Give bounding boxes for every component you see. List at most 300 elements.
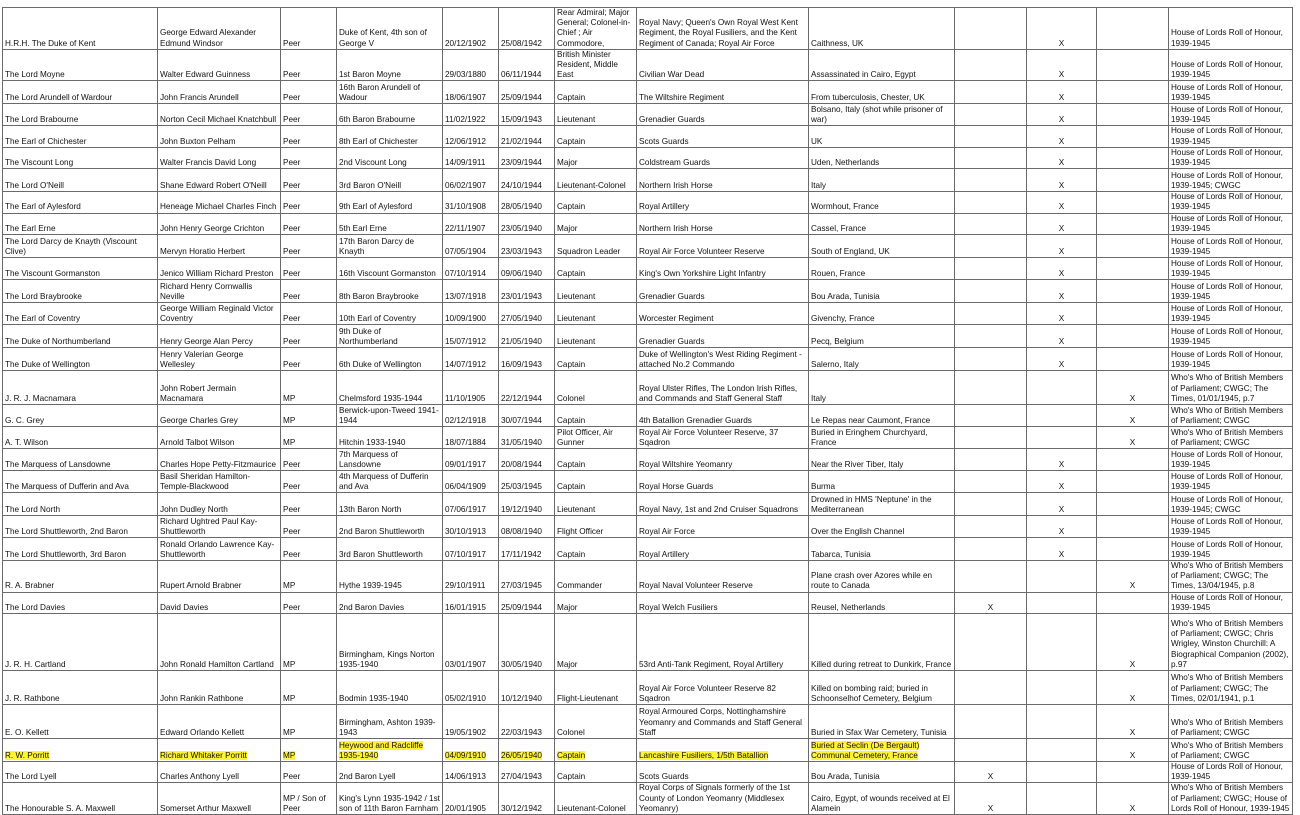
constituency-cell [337, 538, 443, 561]
mark-cell-a [955, 49, 1027, 81]
status-cell-text: Peer [283, 246, 301, 256]
mark-cell-c [1097, 49, 1169, 81]
mark-cell-b [1027, 303, 1097, 325]
mark-cell-b [1027, 427, 1097, 449]
mark-cell-c [1097, 348, 1169, 371]
name-cell [3, 303, 158, 325]
mark-cell-b [1027, 169, 1097, 192]
unit-cell-text: Worcester Regiment [639, 313, 714, 323]
rank-cell [555, 614, 637, 671]
full-name-cell-text: John Henry George Crichton [160, 223, 265, 233]
unit-cell-text: Royal Air Force Volunteer Reserve [639, 246, 765, 256]
name-cell-text: The Viscount Gormanston [5, 268, 100, 278]
mark-cell-c [1097, 783, 1169, 815]
rank-cell-text: Major [557, 602, 578, 612]
full-name-cell [158, 303, 281, 325]
born-date-cell-text: 14/06/1913 [445, 772, 486, 782]
died-date-cell [499, 405, 555, 427]
unit-cell-text: Duke of Wellington's West Riding Regiment - attached No.2 Commando [639, 349, 802, 369]
unit-cell-text: Grenadier Guards [639, 115, 705, 125]
place-of-death-cell-text: Rouen, France [811, 268, 866, 278]
status-cell-text: MP [283, 437, 296, 447]
table-body [3, 8, 1293, 815]
born-date-cell [443, 561, 499, 593]
source-cell [1169, 280, 1293, 303]
source-cell [1169, 516, 1293, 538]
status-cell-text: MP [283, 415, 296, 425]
full-name-cell [158, 783, 281, 815]
born-date-cell [443, 49, 499, 81]
source-cell-text: Who's Who of British Members of Parliament; CWGC; Chris Wrigley, Winston Churchill: A Biographical Companion (2002), p.97 [1171, 619, 1289, 669]
place-of-death-cell-text: Uden, Netherlands [811, 158, 880, 168]
died-date-cell-text: 21/05/1940 [501, 336, 542, 346]
mark-cell-a [955, 538, 1027, 561]
unit-cell [637, 516, 809, 538]
born-date-cell-text: 14/09/1911 [445, 158, 486, 168]
died-date-cell [499, 147, 555, 168]
name-cell [3, 235, 158, 258]
born-date-cell [443, 126, 499, 147]
place-of-death-cell [809, 516, 955, 538]
place-of-death-cell-text: Assassinated in Cairo, Egypt [811, 70, 916, 80]
constituency-cell [337, 104, 443, 126]
unit-cell-text: Royal Wiltshire Yeomanry [639, 459, 733, 469]
name-cell [3, 104, 158, 126]
unit-cell-text: Royal Artillery [639, 549, 690, 559]
unit-cell-text: Grenadier Guards [639, 336, 705, 346]
full-name-cell [158, 258, 281, 280]
full-name-cell-text: Walter Francis David Long [160, 158, 257, 168]
died-date-cell [499, 348, 555, 371]
source-cell-text: House of Lords Roll of Honour, 1939-1945; CWGC [1171, 170, 1283, 191]
mark-cell-c [1097, 493, 1169, 516]
constituency-cell [337, 81, 443, 104]
unit-cell [637, 8, 809, 50]
name-cell-text: The Lord Lyell [5, 772, 57, 782]
mark-cell-b [1027, 762, 1097, 783]
table-row [3, 8, 1293, 50]
born-date-cell-text: 20/12/1902 [445, 38, 486, 48]
rank-cell [555, 671, 637, 705]
constituency-cell-text: 9th Earl of Aylesford [339, 202, 413, 212]
source-cell-text: House of Lords Roll of Honour, 1939-1945 [1171, 326, 1283, 346]
born-date-cell-text: 19/05/1902 [445, 727, 486, 737]
constituency-cell-text: 8th Earl of Chichester [339, 136, 418, 146]
status-cell [281, 449, 337, 471]
status-cell-text: MP [283, 393, 296, 403]
died-date-cell-text: 25/08/1942 [501, 38, 542, 48]
table-row [3, 192, 1293, 213]
unit-cell-text: Royal Naval Volunteer Reserve [639, 581, 753, 591]
died-date-cell-text: 23/01/1943 [501, 291, 542, 301]
constituency-cell [337, 516, 443, 538]
source-cell [1169, 614, 1293, 671]
born-date-cell-text: 31/10/1908 [445, 202, 486, 212]
status-cell-text: Peer [283, 115, 301, 125]
died-date-cell [499, 783, 555, 815]
unit-cell-text: The Wiltshire Regiment [639, 93, 725, 103]
status-cell [281, 739, 337, 762]
born-date-cell-text: 07/05/1904 [445, 246, 486, 256]
unit-cell-text: Royal Artillery [639, 202, 690, 212]
rank-cell [555, 348, 637, 371]
full-name-cell [158, 762, 281, 783]
name-cell-text: The Lord Shuttleworth, 3rd Baron [5, 549, 127, 559]
died-date-cell-text: 23/05/1940 [501, 223, 542, 233]
place-of-death-cell-text: Drowned in HMS 'Neptune' in the Mediterranean [811, 494, 932, 514]
source-cell [1169, 8, 1293, 50]
name-cell [3, 705, 158, 739]
mark-cell-c [1097, 8, 1169, 50]
rank-cell [555, 471, 637, 493]
mark-cell-b-text: X [1058, 181, 1065, 191]
status-cell [281, 538, 337, 561]
place-of-death-cell-text: Wormhout, France [811, 202, 879, 212]
unit-cell-text: Northern Irish Horse [639, 181, 713, 191]
name-cell-text: The Lord O'Neill [5, 181, 64, 191]
died-date-cell-text: 30/05/1940 [501, 659, 542, 669]
status-cell [281, 405, 337, 427]
source-cell [1169, 104, 1293, 126]
status-cell-text: Peer [283, 223, 301, 233]
rank-cell [555, 147, 637, 168]
full-name-cell [158, 739, 281, 762]
mark-cell-b [1027, 592, 1097, 613]
status-cell [281, 371, 337, 405]
unit-cell [637, 538, 809, 561]
status-cell [281, 592, 337, 613]
unit-cell [637, 561, 809, 593]
constituency-cell-text: Birmingham, Ashton 1939-1943 [339, 717, 436, 737]
source-cell [1169, 705, 1293, 739]
unit-cell [637, 671, 809, 705]
full-name-cell [158, 235, 281, 258]
rank-cell-text: Lieutenant-Colonel [557, 181, 626, 191]
status-cell-text: Peer [283, 181, 301, 191]
full-name-cell [158, 192, 281, 213]
place-of-death-cell [809, 49, 955, 81]
name-cell [3, 49, 158, 81]
place-of-death-cell-text: Buried at Seclin (De Bergault) Communal Cemetery, France [811, 740, 920, 760]
constituency-cell-text: 3rd Baron O'Neill [339, 181, 402, 191]
rank-cell-text: Captain [557, 359, 586, 369]
mark-cell-c [1097, 258, 1169, 280]
rank-cell-text: Colonel [557, 393, 585, 403]
died-date-cell-text: 25/09/1944 [501, 602, 542, 612]
source-cell-text: Who's Who of British Members of Parliament; CWGC; The Times, 13/04/1945, p.8 [1171, 561, 1284, 591]
mark-cell-b [1027, 348, 1097, 371]
table-row [3, 762, 1293, 783]
name-cell-text: The Duke of Wellington [5, 359, 90, 369]
constituency-cell [337, 405, 443, 427]
name-cell [3, 592, 158, 613]
mark-cell-b [1027, 280, 1097, 303]
place-of-death-cell-text: Reusel, Netherlands [811, 602, 886, 612]
born-date-cell [443, 104, 499, 126]
source-cell [1169, 325, 1293, 348]
unit-cell [637, 192, 809, 213]
constituency-cell-text: Birmingham, Kings Norton 1935-1940 [339, 649, 435, 669]
unit-cell [637, 405, 809, 427]
born-date-cell [443, 538, 499, 561]
status-cell [281, 8, 337, 50]
name-cell-text: The Lord Braybrooke [5, 291, 82, 301]
status-cell-text: Peer [283, 291, 301, 301]
name-cell-text: The Marquess of Dufferin and Ava [5, 481, 129, 491]
mark-cell-c [1097, 147, 1169, 168]
born-date-cell [443, 81, 499, 104]
source-cell-text: House of Lords Roll of Honour, 1939-1945 [1171, 192, 1283, 212]
full-name-cell [158, 371, 281, 405]
mark-cell-b [1027, 126, 1097, 147]
place-of-death-cell [809, 471, 955, 493]
mark-cell-a [955, 516, 1027, 538]
died-date-cell-text: 30/12/1942 [501, 803, 542, 813]
source-cell-text: House of Lords Roll of Honour, 1939-1945 [1171, 303, 1283, 323]
rank-cell [555, 739, 637, 762]
died-date-cell-text: 25/09/1944 [501, 93, 542, 103]
full-name-cell-text: John Dudley North [160, 504, 228, 514]
constituency-cell-text: 10th Earl of Coventry [339, 313, 416, 323]
mark-cell-a [955, 371, 1027, 405]
place-of-death-cell [809, 126, 955, 147]
died-date-cell [499, 258, 555, 280]
mark-cell-a-text: X [987, 602, 994, 612]
full-name-cell [158, 671, 281, 705]
mark-cell-b-text: X [1058, 136, 1065, 146]
status-cell-text: Peer [283, 526, 301, 536]
rank-cell-text: Flight Officer [557, 526, 604, 536]
born-date-cell [443, 427, 499, 449]
died-date-cell [499, 449, 555, 471]
full-name-cell-text: Somerset Arthur Maxwell [160, 803, 252, 813]
table-row [3, 325, 1293, 348]
source-cell [1169, 561, 1293, 593]
place-of-death-cell [809, 405, 955, 427]
table-row [3, 516, 1293, 538]
born-date-cell-text: 06/04/1909 [445, 481, 486, 491]
rank-cell-text: Lieutenant [557, 336, 596, 346]
died-date-cell [499, 303, 555, 325]
constituency-cell-text: Bodmin 1935-1940 [339, 693, 409, 703]
died-date-cell-text: 22/12/1944 [501, 393, 542, 403]
unit-cell [637, 348, 809, 371]
mark-cell-a [955, 235, 1027, 258]
mark-cell-a [955, 126, 1027, 147]
constituency-cell [337, 169, 443, 192]
name-cell-text: The Earl of Chichester [5, 136, 87, 146]
constituency-cell-text: 4th Marquess of Dufferin and Ava [339, 471, 429, 491]
table-row [3, 126, 1293, 147]
place-of-death-cell [809, 371, 955, 405]
name-cell [3, 614, 158, 671]
place-of-death-cell [809, 614, 955, 671]
status-cell [281, 614, 337, 671]
born-date-cell [443, 762, 499, 783]
place-of-death-cell-text: Italy [811, 393, 827, 403]
name-cell [3, 258, 158, 280]
place-of-death-cell [809, 705, 955, 739]
place-of-death-cell [809, 303, 955, 325]
mark-cell-c-text: X [1129, 393, 1136, 403]
rank-cell [555, 371, 637, 405]
born-date-cell [443, 705, 499, 739]
source-cell [1169, 49, 1293, 81]
mark-cell-a [955, 671, 1027, 705]
born-date-cell-text: 30/10/1913 [445, 526, 486, 536]
unit-cell-text: 53rd Anti-Tank Regiment, Royal Artillery [639, 659, 784, 669]
unit-cell-text: 4th Batallion Grenadier Guards [639, 415, 752, 425]
constituency-cell-text: Heywood and Radcliffe 1935-1940 [339, 740, 424, 760]
full-name-cell-text: George William Reginald Victor Coventry [160, 303, 274, 323]
born-date-cell [443, 8, 499, 50]
place-of-death-cell-text: Near the River Tiber, Italy [811, 459, 904, 469]
mark-cell-b-text: X [1058, 268, 1065, 278]
died-date-cell-text: 15/09/1943 [501, 115, 542, 125]
mark-cell-c [1097, 405, 1169, 427]
mark-cell-b-text: X [1058, 93, 1065, 103]
full-name-cell-text: Walter Edward Guinness [160, 70, 251, 80]
died-date-cell [499, 705, 555, 739]
table-row [3, 49, 1293, 81]
born-date-cell-text: 02/12/1918 [445, 415, 486, 425]
constituency-cell [337, 427, 443, 449]
rank-cell [555, 516, 637, 538]
place-of-death-cell [809, 258, 955, 280]
rank-cell [555, 561, 637, 593]
constituency-cell-text: 6th Baron Brabourne [339, 115, 416, 125]
table-row [3, 783, 1293, 815]
place-of-death-cell-text: Italy [811, 181, 827, 191]
born-date-cell [443, 493, 499, 516]
constituency-cell-text: Duke of Kent, 4th son of George V [339, 28, 427, 48]
mark-cell-c [1097, 126, 1169, 147]
place-of-death-cell-text: Plane crash over Azores while en route to Canada [811, 571, 933, 591]
name-cell [3, 762, 158, 783]
source-cell [1169, 739, 1293, 762]
mark-cell-a [955, 325, 1027, 348]
mark-cell-c [1097, 592, 1169, 613]
full-name-cell-text: Basil Sheridan Hamilton-Temple-Blackwood [160, 471, 251, 491]
unit-cell [637, 614, 809, 671]
source-cell [1169, 783, 1293, 815]
mark-cell-b [1027, 81, 1097, 104]
source-cell [1169, 213, 1293, 234]
born-date-cell [443, 449, 499, 471]
name-cell [3, 371, 158, 405]
full-name-cell [158, 126, 281, 147]
full-name-cell-text: John Francis Arundell [160, 93, 239, 103]
unit-cell [637, 762, 809, 783]
place-of-death-cell [809, 280, 955, 303]
full-name-cell [158, 325, 281, 348]
constituency-cell [337, 705, 443, 739]
unit-cell-text: Grenadier Guards [639, 291, 705, 301]
name-cell [3, 449, 158, 471]
mark-cell-c [1097, 762, 1169, 783]
table-row [3, 280, 1293, 303]
died-date-cell-text: 23/09/1944 [501, 158, 542, 168]
place-of-death-cell-text: From tuberculosis, Chester, UK [811, 93, 925, 103]
rank-cell [555, 235, 637, 258]
mark-cell-c [1097, 235, 1169, 258]
constituency-cell-text: 2nd Baron Lyell [339, 772, 396, 782]
full-name-cell-text: Richard Whitaker Porritt [160, 750, 247, 760]
mark-cell-a [955, 280, 1027, 303]
mark-cell-b [1027, 49, 1097, 81]
table-row [3, 303, 1293, 325]
place-of-death-cell-text: Over the English Channel [811, 526, 905, 536]
unit-cell-text: Royal Corps of Signals formerly of the 1st County of London Yeomanry (Middlesex Yeomanry) [639, 783, 791, 813]
full-name-cell [158, 147, 281, 168]
unit-cell-text: Royal Navy, 1st and 2nd Cruiser Squadrons [639, 504, 799, 514]
mark-cell-a [955, 471, 1027, 493]
born-date-cell-text: 18/06/1907 [445, 93, 486, 103]
full-name-cell [158, 592, 281, 613]
status-cell-text: Peer [283, 136, 301, 146]
full-name-cell [158, 280, 281, 303]
name-cell-text: The Lord Arundell of Wardour [5, 93, 113, 103]
status-cell-text: Peer [283, 158, 301, 168]
name-cell-text: The Lord North [5, 504, 61, 514]
died-date-cell [499, 427, 555, 449]
unit-cell-text: Royal Horse Guards [639, 481, 714, 491]
rank-cell-text: Major [557, 659, 578, 669]
constituency-cell [337, 147, 443, 168]
source-cell-text: Who's Who of British Members of Parliament; CWGC [1171, 717, 1284, 737]
status-cell-text: Peer [283, 549, 301, 559]
mark-cell-c [1097, 213, 1169, 234]
unit-cell-text: Coldstream Guards [639, 158, 710, 168]
place-of-death-cell-text: South of England, UK [811, 246, 890, 256]
source-cell-text: House of Lords Roll of Honour, 1939-1945 [1171, 592, 1283, 612]
mark-cell-b-text: X [1058, 313, 1065, 323]
mark-cell-c [1097, 538, 1169, 561]
mark-cell-b [1027, 8, 1097, 50]
source-cell [1169, 169, 1293, 192]
status-cell [281, 671, 337, 705]
place-of-death-cell-text: Cassel, France [811, 223, 867, 233]
mark-cell-c [1097, 192, 1169, 213]
source-cell-text: House of Lords Roll of Honour, 1939-1945 [1171, 258, 1283, 278]
constituency-cell-text: Chelmsford 1935-1944 [339, 393, 423, 403]
rank-cell-text: Squadron Leader [557, 246, 621, 256]
name-cell-text: The Marquess of Lansdowne [5, 459, 111, 469]
rank-cell [555, 8, 637, 50]
name-cell [3, 126, 158, 147]
table-row [3, 169, 1293, 192]
born-date-cell [443, 169, 499, 192]
place-of-death-cell-text: Buried in Sfax War Cemetery, Tunisia [811, 727, 947, 737]
mark-cell-c [1097, 561, 1169, 593]
full-name-cell-text: Charles Hope Petty-Fitzmaurice [160, 459, 277, 469]
mark-cell-b [1027, 449, 1097, 471]
full-name-cell [158, 348, 281, 371]
unit-cell [637, 739, 809, 762]
full-name-cell [158, 614, 281, 671]
rank-cell [555, 303, 637, 325]
status-cell [281, 783, 337, 815]
born-date-cell [443, 671, 499, 705]
status-cell [281, 280, 337, 303]
born-date-cell [443, 280, 499, 303]
born-date-cell [443, 405, 499, 427]
constituency-cell-text: King's Lynn 1935-1942 / 1st son of 11th Baron Farnham [339, 793, 440, 813]
rank-cell [555, 449, 637, 471]
mark-cell-c-text: X [1129, 803, 1136, 813]
died-date-cell [499, 516, 555, 538]
status-cell-text: MP / Son of Peer [283, 793, 326, 813]
